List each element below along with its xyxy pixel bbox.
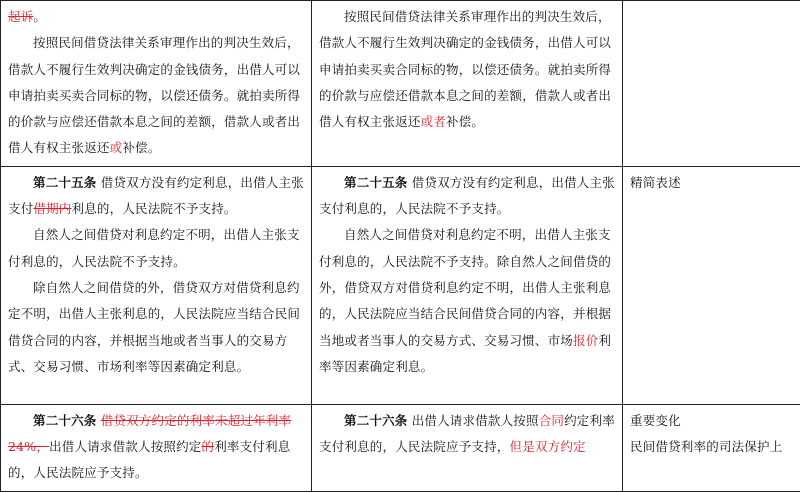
new-paragraph	[319, 170, 615, 223]
article-number: 第二十五条	[344, 175, 408, 190]
article-number: 第二十五条	[33, 175, 97, 190]
old-paragraph	[8, 30, 304, 161]
text: 出借人请求借款人按照约定	[49, 439, 201, 454]
text: 借贷双方没有约定利息，出借人主张支付利息的，人民法院不予支持。	[319, 175, 615, 216]
text: 按照民间借贷法律关系审理作出的判决生效后，借款人不履行生效判决确定的金钱债务，出借人可以申请拍卖买卖合同标的物，以偿还债务。就拍卖所得的价款与应偿还借款本息之间的差额，借款人或者出借人有权主张返还	[319, 9, 611, 129]
new-text-cell	[312, 1, 623, 167]
note-cell	[623, 404, 800, 491]
table-row	[1, 1, 800, 167]
new-paragraph	[319, 408, 615, 461]
changed-text: 报价	[573, 333, 598, 348]
changed-text: 或者	[421, 114, 446, 129]
deleted-text: 的	[202, 439, 215, 454]
old-paragraph	[8, 408, 304, 487]
new-text-cell	[312, 166, 623, 404]
article-number: 第二十六条	[344, 413, 408, 428]
changed-text: 合同	[539, 413, 564, 428]
text: 按照民间借贷法律关系审理作出的判决生效后，借款人不履行生效判决确定的金钱债务，出借人可以申请拍卖买卖合同标的物，以偿还债务。就拍卖所得的价款与应偿还借款本息之间的差额，借款人或者出借人有权主张返还	[8, 35, 300, 155]
old-text-cell	[1, 1, 312, 167]
table-row	[1, 404, 800, 491]
new-paragraph	[319, 222, 615, 380]
old-text-cell	[1, 166, 312, 404]
note-text: 精简表述	[630, 175, 681, 190]
old-paragraph: 除自然人之间借贷的外，借贷双方对借贷利息约定不明，出借人主张利息的，人民法院应当结合民间借贷合同的内容，并根据当地或者当事人的交易方式、交易习惯、市场利率等因素确定利息。	[8, 275, 304, 380]
new-text-cell	[312, 404, 623, 491]
text: 自然人之间借贷对利息约定不明，出借人主张支付利息的，人民法院不予支持。除自然人之间借贷的外，借贷双方对借贷利息约定不明，出借人主张利息的，人民法院应当结合民间借贷合同的内容，并根据当地或者当事人的交易方式、交易习惯、市场	[319, 227, 611, 347]
text: 。	[33, 9, 46, 24]
changed-text: 或	[110, 140, 123, 155]
new-paragraph	[319, 4, 615, 135]
table-row	[1, 166, 800, 404]
text: 补偿。	[122, 140, 160, 155]
note-cell	[623, 1, 800, 167]
old-text-cell	[1, 404, 312, 491]
text: 利息的，人民法院不予支持。	[72, 201, 237, 216]
changed-text: 但是双方约定	[510, 439, 586, 454]
deleted-text: 借期内	[33, 201, 71, 216]
old-paragraph: 自然人之间借贷对利息约定不明，出借人主张支付利息的，人民法院不予支持。	[8, 222, 304, 275]
text: 借贷双方没有约定利息，出借人主张支付	[8, 175, 304, 216]
text: 利率支付利息的，人民法院应予支持。	[8, 439, 290, 480]
deleted-text: 起诉	[8, 9, 33, 24]
article-number: 第二十六条	[33, 413, 97, 428]
old-paragraph	[8, 170, 304, 223]
old-paragraph	[8, 4, 304, 30]
text: 出借人请求借款人按照	[408, 413, 539, 428]
text: 利率等因素确定利息。	[319, 333, 611, 374]
note-cell	[623, 166, 800, 404]
text: 补偿。	[446, 114, 484, 129]
deleted-text: 借贷双方约定的利率未超过年利率 24%，	[8, 413, 291, 454]
note-text: 重要变化 民间借贷利率的司法保护上	[630, 413, 782, 454]
text: 约定利率支付利息的，人民法院应予支持，	[319, 413, 615, 454]
